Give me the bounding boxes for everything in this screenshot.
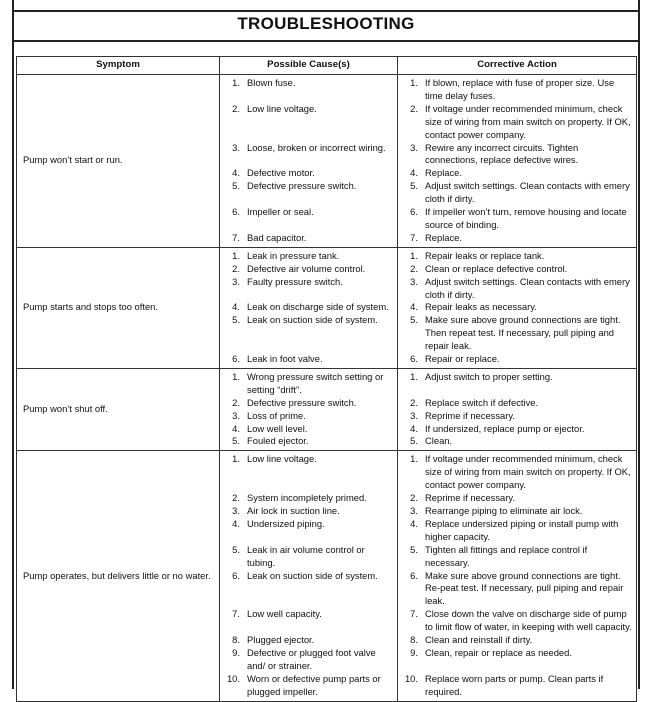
action-item xyxy=(404,410,636,423)
item-text: Leak in air volume control or tubing. xyxy=(247,543,365,568)
causes-cell xyxy=(220,368,398,450)
action-item xyxy=(404,492,636,505)
item-text: Wrong pressure switch setting or setting “drift”. xyxy=(247,370,384,395)
item-text: Tighten all fittings and replace control if necessary. xyxy=(425,543,588,568)
cause-item xyxy=(226,142,397,168)
item-number: 1. xyxy=(410,453,418,465)
item-text: Repair or replace. xyxy=(425,353,500,365)
action-item xyxy=(404,608,636,634)
item-number: 8. xyxy=(410,634,418,646)
cause-item xyxy=(226,371,397,397)
cause-item xyxy=(226,570,397,609)
item-text: Make sure above ground connections are tight. Then repeat test. If necessary, pull piping and repair leak. xyxy=(425,314,621,352)
item-number: 5. xyxy=(410,435,418,447)
item-number: 4. xyxy=(410,517,418,529)
actions-cell xyxy=(398,451,637,701)
cause-item xyxy=(226,77,397,103)
item-number: 2. xyxy=(232,102,240,114)
item-text: Replace. xyxy=(425,167,463,179)
item-text: Replace worn parts or pump. Clean parts if required. xyxy=(425,672,604,697)
item-text: Plugged ejector. xyxy=(247,634,315,646)
action-item xyxy=(404,314,636,353)
item-number: 7. xyxy=(410,231,418,243)
actions-cell xyxy=(398,368,637,450)
item-text: Loss of prime. xyxy=(247,409,306,421)
causes-cell xyxy=(220,75,398,248)
item-text: Clean or replace defective control. xyxy=(425,262,568,274)
item-number: 4. xyxy=(410,301,418,313)
cause-item xyxy=(226,353,397,366)
item-text: Reprime if necessary. xyxy=(425,409,515,421)
cause-item xyxy=(226,423,397,436)
table-row xyxy=(17,368,637,450)
item-text: Low well level. xyxy=(247,422,308,434)
item-text: Reprime if necessary. xyxy=(425,492,515,504)
action-item xyxy=(404,453,636,492)
action-item xyxy=(404,570,636,609)
action-item xyxy=(404,505,636,518)
item-text: Replace. xyxy=(425,231,463,243)
cause-item xyxy=(226,544,397,570)
item-number: 3. xyxy=(410,275,418,287)
item-number: 3. xyxy=(232,505,240,516)
symptom-cell: Pump operates, but delivers little or no water. xyxy=(17,451,220,701)
cause-item xyxy=(226,453,397,492)
item-text: Leak on suction side of system. xyxy=(247,314,378,326)
item-number: 7. xyxy=(232,231,240,243)
item-number: 2. xyxy=(410,102,418,114)
item-number: 4. xyxy=(232,167,240,179)
action-item xyxy=(404,103,636,142)
actions-header: Corrective Action xyxy=(398,57,637,75)
item-text: Rewire any incorrect circuits. Tighten connections, replace defective wires. xyxy=(425,141,579,166)
item-number: 6. xyxy=(410,569,418,581)
item-text: Leak in pressure tank. xyxy=(247,249,340,261)
item-text: Repair leaks or replace tank. xyxy=(425,249,545,261)
item-number: 7. xyxy=(232,608,240,620)
top-rule xyxy=(12,10,640,12)
cause-item xyxy=(226,103,397,142)
item-number: 3. xyxy=(410,409,418,421)
item-number: 3. xyxy=(232,409,240,421)
item-number: 2. xyxy=(410,492,418,504)
item-number: 5. xyxy=(410,314,418,326)
action-item xyxy=(404,206,636,232)
item-number: 4. xyxy=(232,422,240,434)
cause-item xyxy=(226,180,397,206)
item-number: 4. xyxy=(232,517,240,529)
actions-cell xyxy=(398,75,637,248)
item-number: 6. xyxy=(232,353,240,365)
item-number: 6. xyxy=(232,206,240,218)
symptom-cell: Pump won’t shut off. xyxy=(17,368,220,450)
item-text: Close down the valve on discharge side of pump to limit flow of water, in keeping with well capacity. xyxy=(425,608,632,633)
cause-item xyxy=(226,608,397,634)
item-text: Defective or plugged foot valve and/ or strainer. xyxy=(247,646,376,671)
item-text: Make sure above ground connections are tight. Re-peat test. If necessary, pull piping and repair leak. xyxy=(425,569,624,607)
item-number: 3. xyxy=(232,141,240,153)
item-text: Worn or defective pump parts or plugged impeller. xyxy=(247,672,381,697)
item-text: Bad capacitor. xyxy=(247,231,307,243)
item-text: Replace switch if defective. xyxy=(425,396,539,408)
item-number: 5. xyxy=(232,543,240,555)
cause-item xyxy=(226,232,397,245)
item-number: 6. xyxy=(232,569,240,581)
item-number: 4. xyxy=(232,301,240,313)
item-text: Faulty pressure switch. xyxy=(247,275,343,287)
table-row xyxy=(17,451,637,701)
cause-item xyxy=(226,263,397,276)
item-number: 4. xyxy=(410,422,418,434)
item-text: If impeller won’t turn, remove housing and locate source of binding. xyxy=(425,206,627,230)
item-text: If blown, replace with fuse of proper size. Use time delay fuses. xyxy=(425,77,615,101)
causes-cell xyxy=(220,247,398,368)
cause-item xyxy=(226,634,397,647)
item-text: Adjust switch settings. Clean contacts with emery cloth if dirty. xyxy=(425,275,630,300)
causes-header: Possible Cause(s) xyxy=(220,57,398,75)
action-item xyxy=(404,634,636,647)
item-number: 9. xyxy=(232,646,240,658)
item-number: 1. xyxy=(232,249,240,261)
item-number: 5. xyxy=(232,180,240,192)
item-text: Clean and reinstall if dirty. xyxy=(425,634,533,646)
item-number: 5. xyxy=(232,314,240,326)
action-item xyxy=(404,77,636,103)
item-text: Leak in foot valve. xyxy=(247,353,323,365)
action-item xyxy=(404,263,636,276)
item-number: 1. xyxy=(232,370,240,382)
item-text: Low line voltage. xyxy=(247,102,317,114)
cause-item xyxy=(226,673,397,699)
symptom-cell: Pump starts and stops too often. xyxy=(17,247,220,368)
action-item xyxy=(404,673,636,699)
item-number: 4. xyxy=(410,167,418,179)
item-text: Replace undersized piping or install pump with higher capacity. xyxy=(425,517,619,542)
action-item xyxy=(404,544,636,570)
page-title: TROUBLESHOOTING xyxy=(237,14,415,33)
item-number: 2. xyxy=(410,396,418,408)
item-text: Adjust switch to proper setting. xyxy=(425,370,553,382)
item-number: 3. xyxy=(410,505,418,516)
table-row xyxy=(17,75,637,248)
action-item xyxy=(404,180,636,206)
cause-item xyxy=(226,410,397,423)
action-item xyxy=(404,301,636,314)
cause-item xyxy=(226,505,397,518)
action-item xyxy=(404,250,636,263)
action-item xyxy=(404,276,636,302)
item-number: 2. xyxy=(232,492,240,504)
cause-item xyxy=(226,492,397,505)
item-number: 5. xyxy=(232,435,240,447)
item-number: 6. xyxy=(410,353,418,365)
item-number: 2. xyxy=(232,262,240,274)
item-text: Impeller or seal. xyxy=(247,206,314,218)
cause-item xyxy=(226,518,397,544)
action-item xyxy=(404,142,636,168)
item-text: System incompletely primed. xyxy=(247,492,367,504)
title-rule xyxy=(12,40,640,42)
item-number: 5. xyxy=(410,180,418,192)
table-row xyxy=(17,247,637,368)
item-text: If voltage under recommended minimum, check size of wiring from main switch on property. If OK, contact power company. xyxy=(425,102,631,140)
cause-item xyxy=(226,435,397,448)
item-number: 7. xyxy=(410,608,418,620)
item-text: Clean, repair or replace as needed. xyxy=(425,646,572,658)
item-number: 9. xyxy=(410,646,418,658)
item-number: 8. xyxy=(232,634,240,646)
item-number: 10. xyxy=(226,672,240,684)
item-text: Rearrange piping to eliminate air lock. xyxy=(425,505,583,516)
item-text: Defective air volume control. xyxy=(247,262,366,274)
item-text: Blown fuse. xyxy=(247,77,296,88)
item-number: 1. xyxy=(232,453,240,465)
item-number: 3. xyxy=(410,141,418,153)
symptom-header: Symptom xyxy=(17,57,220,75)
item-text: Repair leaks as necessary. xyxy=(425,301,537,313)
action-item xyxy=(404,435,636,448)
cause-item xyxy=(226,276,397,302)
item-number: 1. xyxy=(232,77,240,88)
item-number: 5. xyxy=(410,543,418,555)
item-text: Defective pressure switch. xyxy=(247,180,357,192)
cause-item xyxy=(226,314,397,353)
item-text: Low line voltage. xyxy=(247,453,317,465)
item-text: Leak on discharge side of system. xyxy=(247,301,389,313)
item-text: Fouled ejector. xyxy=(247,435,309,447)
cause-item xyxy=(226,250,397,263)
symptom-cell: Pump won’t start or run. xyxy=(17,75,220,248)
item-text: Adjust switch settings. Clean contacts with emery cloth if dirty. xyxy=(425,180,630,205)
action-item xyxy=(404,423,636,436)
item-text: Clean. xyxy=(425,435,453,447)
item-number: 10. xyxy=(404,672,418,684)
item-number: 2. xyxy=(232,396,240,408)
item-text: Leak on suction side of system. xyxy=(247,569,378,581)
item-number: 1. xyxy=(410,77,418,88)
cause-item xyxy=(226,167,397,180)
item-text: Defective pressure switch. xyxy=(247,396,357,408)
item-text: Loose, broken or incorrect wiring. xyxy=(247,141,386,153)
item-text: If undersized, replace pump or ejector. xyxy=(425,422,585,434)
action-item xyxy=(404,518,636,544)
actions-cell xyxy=(398,247,637,368)
item-number: 1. xyxy=(410,370,418,382)
item-number: 6. xyxy=(410,206,418,218)
causes-cell xyxy=(220,451,398,701)
action-item xyxy=(404,371,636,397)
cause-item xyxy=(226,301,397,314)
item-text: Undersized piping. xyxy=(247,517,325,529)
action-item xyxy=(404,232,636,245)
item-number: 3. xyxy=(232,275,240,287)
cause-item xyxy=(226,397,397,410)
item-text: If voltage under recommended minimum, check size of wiring from main switch on property. If OK, contact power company. xyxy=(425,453,631,491)
table-header-row xyxy=(17,57,637,75)
item-text: Defective motor. xyxy=(247,167,315,179)
item-text: Air lock in suction line. xyxy=(247,505,340,516)
item-number: 1. xyxy=(410,249,418,261)
cause-item xyxy=(226,206,397,232)
action-item xyxy=(404,647,636,673)
item-number: 2. xyxy=(410,262,418,274)
cause-item xyxy=(226,647,397,673)
item-text: Low well capacity. xyxy=(247,608,322,620)
troubleshooting-table xyxy=(16,56,637,702)
action-item xyxy=(404,167,636,180)
action-item xyxy=(404,353,636,366)
action-item xyxy=(404,397,636,410)
